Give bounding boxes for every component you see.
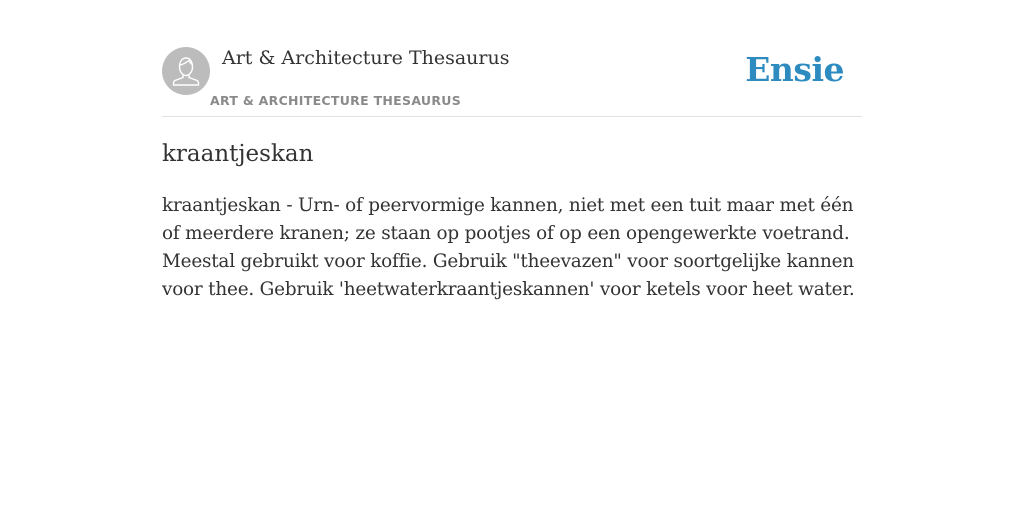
user-silhouette-icon: [162, 47, 210, 95]
page-container: [162, 0, 862, 300]
definition-text: kraantjeskan - Urn- of peervormige kannen, niet met een tuit maar met één of meerdere kranen; ze staan op pootjes of op een opengewerkte voetrand. Meestal gebruikt voor koffie. Gebruik "theevazen" voor soortgelijke kannen voor thee. Gebruik 'heetwaterkraantjeskannen' voor ketels voor heet water.: [162, 195, 855, 300]
brand-logo[interactable]: Ensie: [745, 50, 844, 89]
header: [162, 0, 862, 117]
category-label[interactable]: ART & ARCHITECTURE THESAURUS: [210, 93, 462, 108]
author-name[interactable]: Art & Architecture Thesaurus: [222, 47, 510, 69]
page-title: kraantjeskan: [162, 141, 314, 167]
avatar[interactable]: [162, 47, 210, 95]
